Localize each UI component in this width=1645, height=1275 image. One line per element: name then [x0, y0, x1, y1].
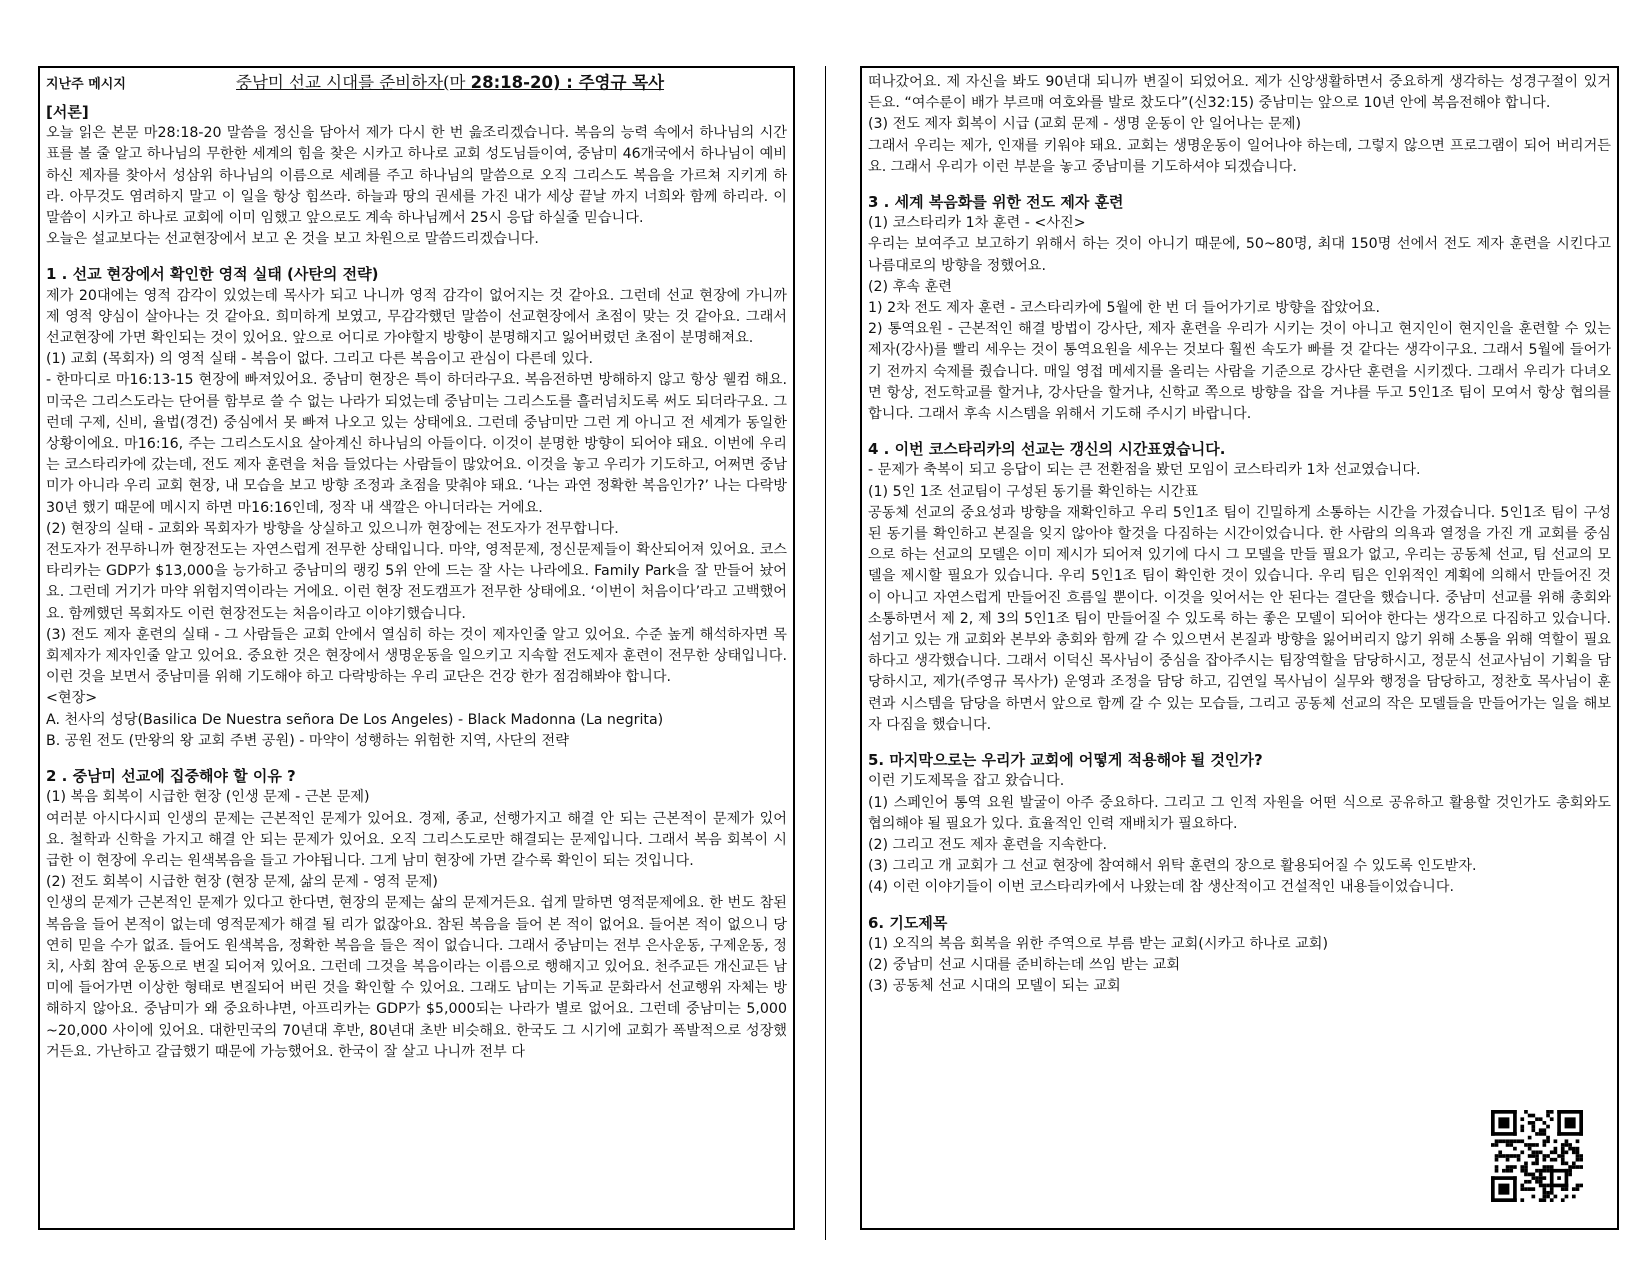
paragraph: (2) 그리고 전도 제자 훈련을 지속한다. — [868, 836, 1108, 853]
paragraph: 여러분 아시다시피 인생의 문제는 근본적인 문제가 있어요. 경제, 종교, 선행가지고 해결 안 되는 근본적이 문제가 있어요. 철학과 신학을 가지고 해결 안 되는 문제가 있어요. 오직 그리스도로만 해결되는 문제입니다. 그래서 복음 회복이 시급한 이 현장에 우리는 원색복음을 들고 가야됩니다. 그게 남미 현장에 가면 갈수록 확인이 되는 것입니다. — [46, 810, 787, 869]
paragraph: 우리는 보여주고 보고하기 위해서 하는 것이 아니기 때문에, 50~80명, 최대 150명 선에서 전도 제자 훈련을 시킨다고 나름대로의 방향을 정했어요. — [868, 236, 1611, 274]
paragraph: - 한마디로 마16:13-15 현장에 빠져있어요. 중남미 현장은 특이 하더라구요. 복음전하면 방해하지 않고 항상 웰컴 해요. 미국은 그리스도라는 단어를 함부로 쓸 수 없는 나라가 되었는데 중남미는 그리스도를 흘러넘치도록 써도 되더라구요. 그런데 구제, 신비, 율법(경건) 중심에서 못 빠져 나오고 있는 상태에요. 그런데 중남미만 그런 게 아니고 전 세계가 동일한 상황이에요. 마16:16, 주는 그리스도시요 살아계신 하나님의 아들이다. 이것이 분명한 방향이 되어야 돼요. 이번에 우리는 코스타리카에 갔는데, 전도 제자 훈련을 처음 들었다는 사람들이 많았어요. 이것을 놓고 우리가 기도하고, 어쩌면 중남미가 아니라 우리 교회 현장, 내 모습을 보고 방향 조정과 초점을 맞춰야 돼요. ‘나는 과연 정확한 복음인가?’ 나는 다락방 30년 했기 때문에 메시지 하면 마16:16인데, 정작 내 색깔은 아니더라는 거에요. — [46, 372, 787, 516]
paragraph: 1) 2차 전도 제자 훈련 - 코스타리카에 5월에 한 번 더 들어가기로 방향을 잡았어요. — [868, 300, 1381, 317]
column-divider — [825, 66, 826, 1240]
paragraph: (2) 전도 회복이 시급한 현장 (현장 문제, 삶의 문제 - 영적 문제) — [46, 874, 438, 891]
paragraph: (2) 현장의 실태 - 교회와 목회자가 방향을 상실하고 있으니까 현장에는 전도자가 전무합니다. — [46, 520, 619, 537]
paragraph: (1) 5인 1조 선교팀이 구성된 동기를 확인하는 시간표 — [868, 483, 1199, 500]
right-column — [860, 66, 1619, 1230]
left-column — [38, 66, 795, 1230]
paragraph: (3) 그리고 개 교회가 그 선교 현장에 참여해서 위탁 훈련의 장으로 활용되어질 수 있도록 인도받자. — [868, 858, 1477, 875]
paragraph: (1) 스페인어 통역 요원 발굴이 아주 중요하다. 그리고 그 인적 자원을 어떤 식으로 공유하고 활용할 것인가도 총회와도 협의해야 될 필요가 있다. 효율적인 인력 재배치가 필요하다. — [868, 794, 1611, 832]
paragraph: <현장> — [46, 690, 98, 707]
sermon-title-plain: 중남미 선교 시대를 준비하자(마 — [236, 73, 471, 92]
paragraph: 인생의 문제가 근본적인 문제가 있다고 한다면, 현장의 문제는 삶의 문제거든요. 쉽게 말하면 영적문제에요. 한 번도 참된 복음을 들어 본적이 없는데 영적문제가 해결 될 리가 없잖아요. 참된 복음을 들어 본 적이 없어요. 들어본 적이 없으니 당연히 믿을 수가 없죠. 들어도 원색복음, 정확한 복음을 들은 적이 없습니다. 그래서 중남미는 전부 은사운동, 구제운동, 정치, 사회 참여 운동으로 변질 되어져 있어요. 그런데 그것을 복음이라는 이름으로 행해지고 있어요. 천주교든 개신교든 남미에 들어가면 이상한 형태로 변질되어 버린 것을 확인할 수 있어요. 그래도 남미는 기독교 문화라서 선교행위 자체는 방해하지 않아요. 중남미가 왜 중요하냐면, 아프리카는 GDP가 $5,000되는 나라가 별로 없어요. 그런데 중남미는 5,000 ~20,000 사이에 있어요. 대한민국의 70년대 후반, 80년대 초반 비슷해요. 한국도 그 시기에 교회가 폭발적으로 성장했거든요. 가난하고 갈급했기 때문에 가능했어요. 한국이 잘 살고 나니까 전부 다 — [46, 895, 787, 1060]
section-3-heading: 3 . 세계 복음화를 위한 전도 제자 훈련 — [868, 193, 1124, 212]
paragraph: 2) 통역요원 - 근본적인 해결 방법이 강사단, 제자 훈련을 우리가 시키는 것이 아니고 현지인이 현지인을 훈련할 수 있는 제자(강사)를 빨리 세우는 것이 통역요원을 세우는 것보다 훨씬 속도가 빠를 것 같다는 생각이구요. 그래서 5월에 들어가기 전까지 숙제를 줬습니다. 매일 영접 메세지를 올리는 사람을 기준으로 강사단 훈련을 시키겠다. 그래서 우리가 다녀오면 항상, 전도학교를 할거냐, 강사단을 할거냐, 신학교 쪽으로 방향을 잡을 거냐를 두고 5인1조 팀이 모여서 항상 협의를 합니다. 그래서 후속 시스템을 위해서 기도해 주시기 바랍니다. — [868, 321, 1611, 423]
prayer-item: (2) 중남미 선교 시대를 준비하는데 쓰임 받는 교회 — [868, 956, 1181, 973]
qr-code-icon — [1491, 1110, 1583, 1202]
section-6-heading: 6. 기도제목 — [868, 913, 948, 932]
paragraph: 공동체 선교의 중요성과 방향을 재확인하고 우리 5인1조 팀이 긴밀하게 소통하는 시간을 가졌습니다. 5인1조 팀이 구성된 동기를 확인하고 본질을 잊지 않아야 할것을 다짐하는 시간이었습니다. 한 사람의 의욕과 열정을 가진 개 교회를 중심으로 하는 선교의 모델은 이미 제시가 되어져 있기에 다시 그 모델을 만들 필요가 없고, 우리는 공동체 선교, 팀 선교의 모델을 제시할 필요가 있습니다. 우리 5인1조 팀이 확인한 것이 있습니다. 우리 팀은 인위적인 계획에 의해서 만들어진 것이 아니고 자연스럽게 만들어진 흐름일 뿐이다. 이것을 잊어서는 안 된다는 결단을 했습니다. 중남미 선교를 위해 총회와 소통하면서 제 2, 제 3의 5인1조 팀이 만들어질 수 있도록 하는 좋은 모델이 되어야 한다는 생각으로 다짐하고 있습니다. 섬기고 있는 개 교회와 본부와 총회와 함께 갈 수 있으면서 본질과 방향을 잃어버리지 않기 위해 소통을 위해 역할이 필요하다고 생각했습니다. 그래서 이덕신 목사님이 중심을 잡아주시는 팀장역할을 담당하시고, 정문식 선교사님이 기획을 담당하시고, 제가(주영규 목사가) 운영과 조정을 담당 하고, 김연일 목사님이 실무와 행정을 담당하고, 정찬호 목사님이 훈련과 시스템을 담당을 하면서 앞으로 함께 갈 수 있는 모습들, 그리고 공동체 선교의 작은 모델들을 만들어가는 일을 해보자 다짐을 했습니다. — [868, 504, 1611, 733]
paragraph: (3) 전도 제자 훈련의 실태 - 그 사람들은 교회 안에서 열심히 하는 것이 제자인줄 알고 있어요. 수준 높게 해석하자면 목회제자가 제자인줄 알고 있어요. 중요한 것은 현장에서 생명운동을 일으키고 지속할 전도제자 훈련이 전무한 상태입니다. 이런 것을 보면서 중남미를 위해 기도해야 하고 다락방하는 우리 교단은 건강 한가 점검해봐야 합니다. — [46, 626, 787, 686]
paragraph: 오늘은 설교보다는 선교현장에서 보고 온 것을 보고 차원으로 말씀드리겠습니다. — [46, 231, 539, 248]
paragraph: 떠나갔어요. 제 자신을 봐도 90년대 되니까 변질이 되었어요. 제가 신앙생활하면서 중요하게 생각하는 성경구절이 있거든요. “여수룬이 배가 부르매 여호와를 발로 찼도다”(신32:15) 중남미는 앞으로 10년 안에 복음전해야 합니다. — [868, 74, 1611, 112]
sermon-title-bold: 28:18-20) : 주영규 목사 — [470, 73, 665, 92]
paragraph: - 문제가 축복이 되고 응답이 되는 큰 전환점을 봤던 모임이 코스타리카 1차 선교였습니다. — [868, 462, 1421, 479]
section-1-heading: 1 . 선교 현장에서 확인한 영적 실태 (사탄의 전략) — [46, 265, 379, 284]
paragraph: 제가 20대에는 영적 감각이 있었는데 목사가 되고 나니까 영적 감각이 없어지는 것 같아요. 그런데 선교 현장에 가니까 제 영적 양심이 살아나는 것 같아요. 희미하게 보였고, 무감각했던 말씀이 선교현장에서 초점이 맞는 것 같아요. 그래서 선교현장에 가면 확인되는 것이 있어요. 앞으로 어디로 가야할지 방향이 분명해지고 잃어버렸던 초점이 분명해져요. — [46, 287, 787, 347]
paragraph: (1) 교회 (목회자) 의 영적 실태 - 복음이 없다. 그리고 다른 복음이고 관심이 다른데 있다. — [46, 351, 594, 368]
sermon-header — [46, 72, 787, 102]
paragraph: A. 천사의 성당(Basilica De Nuestra señora De Los Angeles) - Black Madonna (La negrita) — [46, 711, 664, 728]
paragraph: (4) 이런 이야기들이 이번 코스타리카에서 나왔는데 참 생산적이고 건설적인 내용들이었습니다. — [868, 879, 1454, 896]
paragraph: 이런 기도제목을 잡고 왔습니다. — [868, 773, 1065, 790]
paragraph: 오늘 읽은 본문 마28:18-20 말씀을 정신을 담아서 제가 다시 한 번 읊조리겠습니다. 복음의 능력 속에서 하나님의 시간표를 볼 줄 알고 하나님의 무한한 세계의 힘을 찾은 시카고 하나로 교회 성도님들이여, 중남미 46개국에서 하나님이 예비하신 제자를 찾아서 성삼위 하나님의 이름으로 세례를 주고 하나님의 말씀으로 오직 그리스도 복음을 가르쳐 지키게 하라. 아무것도 염려하지 말고 이 일을 항상 힘쓰라. 하늘과 땅의 권세를 가진 내가 세상 끝날 까지 너희와 함께 하리라. 이 말씀이 시카고 하나로 교회에 이미 임했고 앞으로도 계속 하나님께서 25시 응답 하실줄 믿습니다. — [46, 125, 787, 227]
paragraph: (3) 전도 제자 회복이 시급 (교회 문제 - 생명 운동이 안 일어나는 문제) — [868, 116, 1302, 133]
paragraph: 전도자가 전무하니까 현장전도는 자연스럽게 전무한 상태입니다. 마약, 영적문제, 정신문제들이 확산되어져 있어요. 코스타리카는 GDP가 $13,000을 능가하고 중남미의 랭킹 5위 안에 드는 잘 사는 나라에요. Family Park을 잘 만들어 놨어요. 그런데 거기가 마약 위험지역이라는 거에요. 이런 현장 전도캠프가 전무한 상태에요. ‘이번이 처음이다’라고 고백했어요. 함께했던 목회자도 이런 현장전도는 처음이라고 이야기했습니다. — [46, 542, 787, 622]
intro-heading: [서론] — [46, 103, 89, 121]
paragraph: (1) 코스타리카 1차 훈련 - <사진> — [868, 215, 1086, 232]
paragraph: (2) 후속 훈련 — [868, 278, 952, 295]
prayer-item: (3) 공동체 선교 시대의 모델이 되는 교회 — [868, 978, 1121, 995]
prayer-item: (1) 오직의 복음 회복을 위한 주역으로 부름 받는 교회(시카고 하나로 교회) — [868, 935, 1329, 952]
paragraph: (1) 복음 회복이 시급한 현장 (인생 문제 - 근본 문제) — [46, 789, 370, 806]
section-2-heading: 2 . 중남미 선교에 집중해야 할 이유 ? — [46, 767, 296, 786]
section-4-heading: 4 . 이번 코스타리카의 선교는 갱신의 시간표였습니다. — [868, 440, 1226, 459]
paragraph: B. 공원 전도 (만왕의 왕 교회 주변 공원) - 마약이 성행하는 위험한 지역, 사단의 전략 — [46, 732, 569, 749]
sermon-title — [236, 72, 664, 93]
paragraph: 그래서 우리는 제가, 인재를 키워야 돼요. 교회는 생명운동이 일어나야 하는데, 그렇지 않으면 프로그램이 되어 버리거든요. 그래서 우리가 이런 부분을 놓고 중남미를 기도하셔야 되겠습니다. — [868, 137, 1611, 175]
section-5-heading: 5. 마지막으로는 우리가 교회에 어떻게 적용해야 될 것인가? — [868, 751, 1263, 770]
last-week-message-label: 지난주 메시지 — [46, 77, 126, 92]
